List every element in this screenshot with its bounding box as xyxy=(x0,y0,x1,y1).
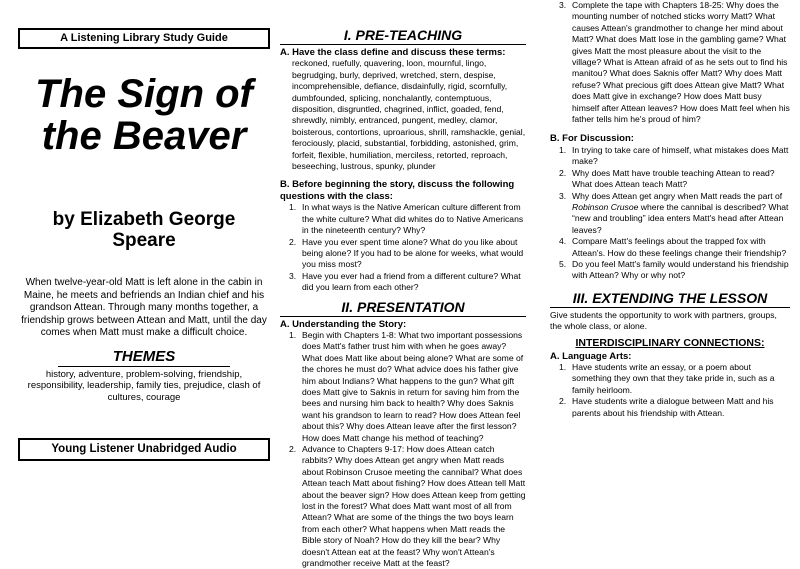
pre-teaching-b-heading: B. Before beginning the story, discuss the following questions with the class: xyxy=(280,179,515,202)
study-guide-label: A Listening Library Study Guide xyxy=(18,28,270,49)
section-divider xyxy=(280,316,526,317)
list-item: 3. Why does Attean get angry when Matt reads the part of Robinson Crusoe where the cannibal is described? What “new and troubling” idea enters Matt's head after Attean leaves? xyxy=(559,190,789,235)
list-item: 2. Have students write a dialogue between Matt and his parents about his friendship with Attean. xyxy=(559,396,774,418)
interdisciplinary-heading: INTERDISCIPLINARY CONNECTIONS: xyxy=(575,336,765,349)
list-item: 3. Complete the tape with Chapters 18-25: Why does the mounting number of notched sticks worry Matt? What causes Attean's grandmother to change her mind about Matt? What does Matt lose in the gambling game? What gives Matt the most pleasure about the visit to the village? What is Attean afraid of as he sets out to find his manitou? What does Saknis offer Matt? Why does Matt refuse? What precious gift does Attean give Matt? What does Matt give in exchange? How does Matt busy himself after Attean leaves? How does Matt feel when his father tells him he's proud of him? xyxy=(559,0,790,125)
list-item: 4. Compare Matt's feelings about the trapped fox with Attean's. How do these feelings change their friendship? xyxy=(559,236,787,258)
section-extending-heading: III. EXTENDING THE LESSON xyxy=(572,289,768,306)
presentation-b-heading: B. For Discussion: xyxy=(550,133,634,145)
title-line-2: the Beaver xyxy=(41,114,247,158)
left-column xyxy=(18,0,270,455)
section-presentation-heading: II. PRESENTATION xyxy=(341,298,465,315)
author-line-2: Speare xyxy=(112,230,176,251)
extending-intro: Give students the opportunity to work with partners, groups, the whole class, or alone. xyxy=(550,309,777,332)
list-item: 1. In what ways is the Native American culture different from the white culture? What did whites do to Native Americans in the nineteenth century? Why? xyxy=(289,202,524,236)
footer-label: Young Listener Unabridged Audio xyxy=(18,438,270,461)
list-item: 2. Advance to Chapters 9-17: How does Attean catch rabbits? Why does Attean get angry when Matt reads about Robinson Crusoe meeting the cannibal? What does Attean teach Matt about fishing? How does Attean tell Matt about the beaver sign? How does Attean keep from getting lost in the forest? What does Matt want most of all from Attean? What are some of the things the two boys learn from each other? What happens when Matt reads the Bible story of Noah? How do they kill the bear? Why doesn't Attean eat at the feast? Why won't Attean's grandmother receive Matt at the feast? xyxy=(289,444,526,569)
themes-text: history, adventure, problem-solving, friendship, responsibility, leadership, family ties, prejudice, clash of cultures, courage xyxy=(27,368,261,403)
vocabulary-terms: reckoned, ruefully, quavering, loon, mournful, lingo, begrudging, burly, deprived, wretched, stern, despise, incomprehensible, defiance, disdainfully, rigid, scornfully, dumbfounded, splicing, nonchalantly, contemptuous, disposition, disgruntled, chagrined, inflict, goaded, fend, shrewdly, nimbly, entranced, pungent, medley, clamor, boisterous, contortions, uproarious, shrill, ramshackle, genial, ferociously, placid, substantial, forbidding, astonished, grim, forfeit, flexible, humiliation, merciless, retorted, reproach, beseeching, lustrous, spunky, plunder xyxy=(292,58,526,172)
presentation-a-heading: A. Understanding the Story: xyxy=(280,318,407,330)
section-pre-teaching-heading: I. PRE-TEACHING xyxy=(343,27,463,43)
book-summary: When twelve-year-old Matt is left alone in the cabin in Maine, he meets and befriends an Indian chief and his grandson Attean. Through many months together, a friendship grows between Attean and Matt, until the day comes when Matt must make a difficult choice. xyxy=(21,277,267,339)
list-item: 1. In trying to take care of himself, what mistakes does Matt make? xyxy=(559,144,789,167)
author xyxy=(18,209,270,251)
title-line-1: The Sign of xyxy=(35,72,253,116)
right-column xyxy=(550,0,790,419)
author-line-1: by Elizabeth George xyxy=(52,209,236,230)
middle-column xyxy=(280,27,526,569)
understanding-questions xyxy=(280,330,526,569)
list-item: 3. Have you ever had a friend from a different culture? What did you learn from each other? xyxy=(289,270,521,293)
understanding-questions-continued xyxy=(550,0,790,125)
list-item: 1. Begin with Chapters 1-8: What two important possessions does Matt's father trust him with when he goes away? What does Matt like about being alone? What are some of the chores he must do? What advice does his father give him about Indians? What happens to the gun? What gift does Matt give to Saknis in return for saving him from the bees and nursing him back to health? Why does Saknis want his grandson to learn to read? How does Attean feel about this? Why does Attean leave after the first lesson? How does Matt change his method of teaching? xyxy=(289,329,524,443)
list-item: 5. Do you feel Matt's family would understand his friendship with Attean? Why or why not? xyxy=(559,258,789,281)
discussion-questions xyxy=(550,145,790,282)
list-item: 2. Have you ever spent time alone? What do you like about being alone? If you had to be alone for weeks, what would you miss most? xyxy=(289,236,524,270)
pre-teaching-questions xyxy=(280,202,526,293)
language-arts-activities xyxy=(550,362,790,419)
list-item: 2. Why does Matt have trouble teaching Attean to read? What does Attean teach Matt? xyxy=(559,167,775,190)
language-arts-heading: A. Language Arts: xyxy=(550,350,632,362)
list-item: 1. Have students write an essay, or a poem about something they own that they take pride in, such as a family heirloom. xyxy=(559,361,775,395)
themes-divider xyxy=(58,366,230,367)
themes-heading: THEMES xyxy=(112,347,176,365)
book-title-reference: Robinson Crusoe xyxy=(572,201,639,212)
section-divider xyxy=(280,44,526,45)
pre-teaching-a-heading: A. Have the class define and discuss these terms: xyxy=(280,47,506,58)
section-divider xyxy=(550,307,790,308)
book-title xyxy=(18,73,270,157)
